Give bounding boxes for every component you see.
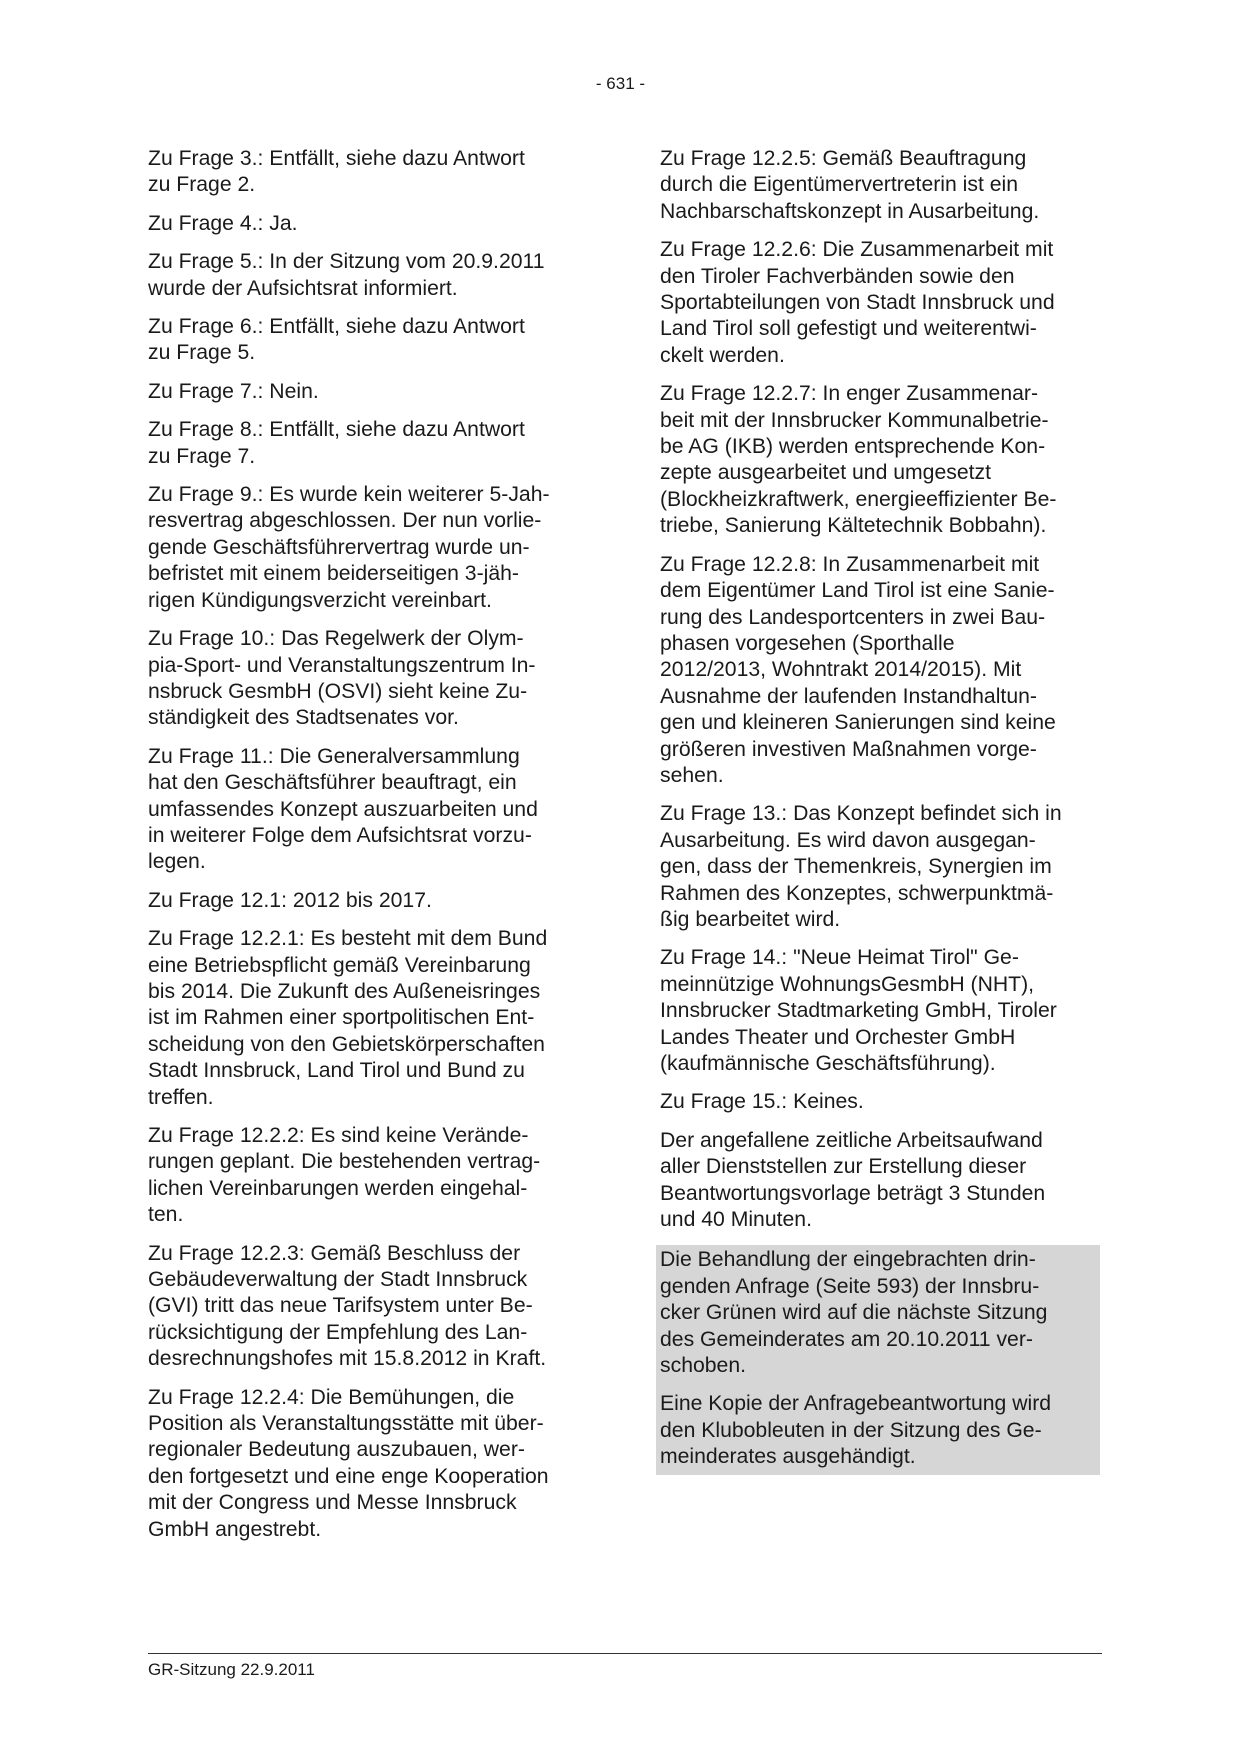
copy-notice: Eine Kopie der Anfragebeantwortung wird den Klubobleuten in der Sitzung des Ge- meinderates ausgehändigt. — [660, 1392, 1052, 1469]
page-number: - 631 - — [595, 74, 646, 93]
answer-frage-12-2-8: Zu Frage 12.2.8: In Zusammenarbeit mit dem Eigentümer Land Tirol ist eine Sanie- rung des Landesportcenters in zwei Bau- phasen vorgesehen (Sporthalle 2012/2013, Wohntrakt 2014/2015). Mit Ausnahme der laufenden Instandhaltun- gen und kleineren Sanierungen sind keine größeren investiven Maßnahmen vorge- sehen. — [660, 552, 1056, 787]
answer-frage-12-2-2: Zu Frage 12.2.2: Es sind keine Verände- rungen geplant. Die bestehenden vertrag- lichen Vereinbarungen werden eingehal- ten. — [148, 1124, 541, 1227]
footer-divider — [148, 1653, 1102, 1654]
answer-frage-3: Zu Frage 3.: Entfällt, siehe dazu Antwort zu Frage 2. — [148, 147, 525, 197]
answer-frage-12-2-3: Zu Frage 12.2.3: Gemäß Beschluss der Gebäudeverwaltung der Stadt Innsbruck (GVI) tritt das neue Tarifsystem unter Be- rücksichtigung der Empfehlung des Lan- desrechnungshofes mit 15.8.2012 in Kraft. — [148, 1241, 547, 1371]
answer-frage-7: Zu Frage 7.: Nein. — [148, 379, 319, 403]
answer-frage-8: Zu Frage 8.: Entfällt, siehe dazu Antwort zu Frage 7. — [148, 418, 525, 468]
answer-frage-15: Zu Frage 15.: Keines. — [660, 1090, 864, 1114]
answer-frage-12-2-6: Zu Frage 12.2.6: Die Zusammenarbeit mit den Tiroler Fachverbänden sowie den Sportabteilungen von Stadt Innsbruck und Land Tirol soll gefestigt und weiterentwi- ckelt werden. — [660, 238, 1055, 367]
answer-frage-12-1: Zu Frage 12.1: 2012 bis 2017. — [148, 888, 432, 912]
answer-frage-12-2-1: Zu Frage 12.2.1: Es besteht mit dem Bund eine Betriebspflicht gemäß Vereinbarung bis 2014. Die Zukunft des Außeneisringes ist im Rahmen einer sportpolitischen Ent- scheidung von den Gebietskörperschaften Stadt Innsbruck, Land Tirol und Bund zu treffen. — [148, 927, 548, 1109]
left-column — [148, 146, 588, 1555]
answer-frage-4: Zu Frage 4.: Ja. — [148, 211, 298, 235]
right-column — [660, 146, 1100, 1475]
answer-frage-12-2-7: Zu Frage 12.2.7: In enger Zusammenar- beit mit der Innsbrucker Kommunalbetrie- be AG (IKB) werden entsprechende Kon- zepte ausgearbeitet und umgesetzt (Blockheizkraftwerk, energieeffizienter Be- triebe, Sanierung Kältetechnik Bobbahn). — [660, 382, 1057, 538]
footer-session-date: GR-Sitzung 22.9.2011 — [148, 1660, 315, 1679]
postponement-notice-box — [656, 1245, 1100, 1474]
answer-frage-6: Zu Frage 6.: Entfällt, siehe dazu Antwort zu Frage 5. — [148, 315, 525, 365]
workload-statement: Der angefallene zeitliche Arbeitsaufwand aller Dienststellen zur Erstellung dieser Beantwortungsvorlage beträgt 3 Stunden und 40 Minuten. — [660, 1128, 1046, 1232]
answer-frage-12-2-4: Zu Frage 12.2.4: Die Bemühungen, die Position als Veranstaltungsstätte mit über- regionaler Bedeutung auszubauen, wer- den fortgesetzt und eine enge Kooperation mit der Congress und Messe Innsbruck GmbH angestrebt. — [148, 1385, 549, 1541]
postponement-notice: Die Behandlung der eingebrachten drin- genden Anfrage (Seite 593) der Innsbru- cker Grünen wird auf die nächste Sitzung des Gemeinderates am 20.10.2011 ver- schoben. — [660, 1248, 1048, 1378]
answer-frage-11: Zu Frage 11.: Die Generalversammlung hat den Geschäftsführer beauftragt, ein umfassendes Konzept auszuarbeiten und in weiterer Folge dem Aufsichtsrat vorzu- legen. — [148, 744, 538, 874]
answer-frage-5: Zu Frage 5.: In der Sitzung vom 20.9.2011 wurde der Aufsichtsrat informiert. — [148, 250, 545, 300]
answer-frage-9: Zu Frage 9.: Es wurde kein weiterer 5-Jah- resvertrag abgeschlossen. Der nun vorlie- gende Geschäftsführervertrag wurde un- befristet mit einem beiderseitigen 3-jäh- rigen Kündigungsverzicht vereinbart. — [148, 483, 550, 612]
answer-frage-13: Zu Frage 13.: Das Konzept befindet sich in Ausarbeitung. Es wird davon ausgegan- gen, dass der Themenkreis, Synergien im Rahmen des Konzeptes, schwerpunktmä- ßig bearbeitet wird. — [660, 802, 1062, 931]
answer-frage-14: Zu Frage 14.: "Neue Heimat Tirol" Ge- meinnützige WohnungsGesmbH (NHT), Innsbrucker Stadtmarketing GmbH, Tiroler Landes Theater und Orchester GmbH (kaufmännische Geschäftsführung). — [660, 946, 1057, 1075]
answer-frage-12-2-5: Zu Frage 12.2.5: Gemäß Beauftragung durch die Eigentümervertreterin ist ein Nachbarschaftskonzept in Ausarbeitung. — [660, 147, 1040, 223]
answer-frage-10: Zu Frage 10.: Das Regelwerk der Olym- pia-Sport- und Veranstaltungszentrum In- nsbruck GesmbH (OSVI) sieht keine Zu- ständigkeit des Stadtsenates vor. — [148, 627, 536, 730]
